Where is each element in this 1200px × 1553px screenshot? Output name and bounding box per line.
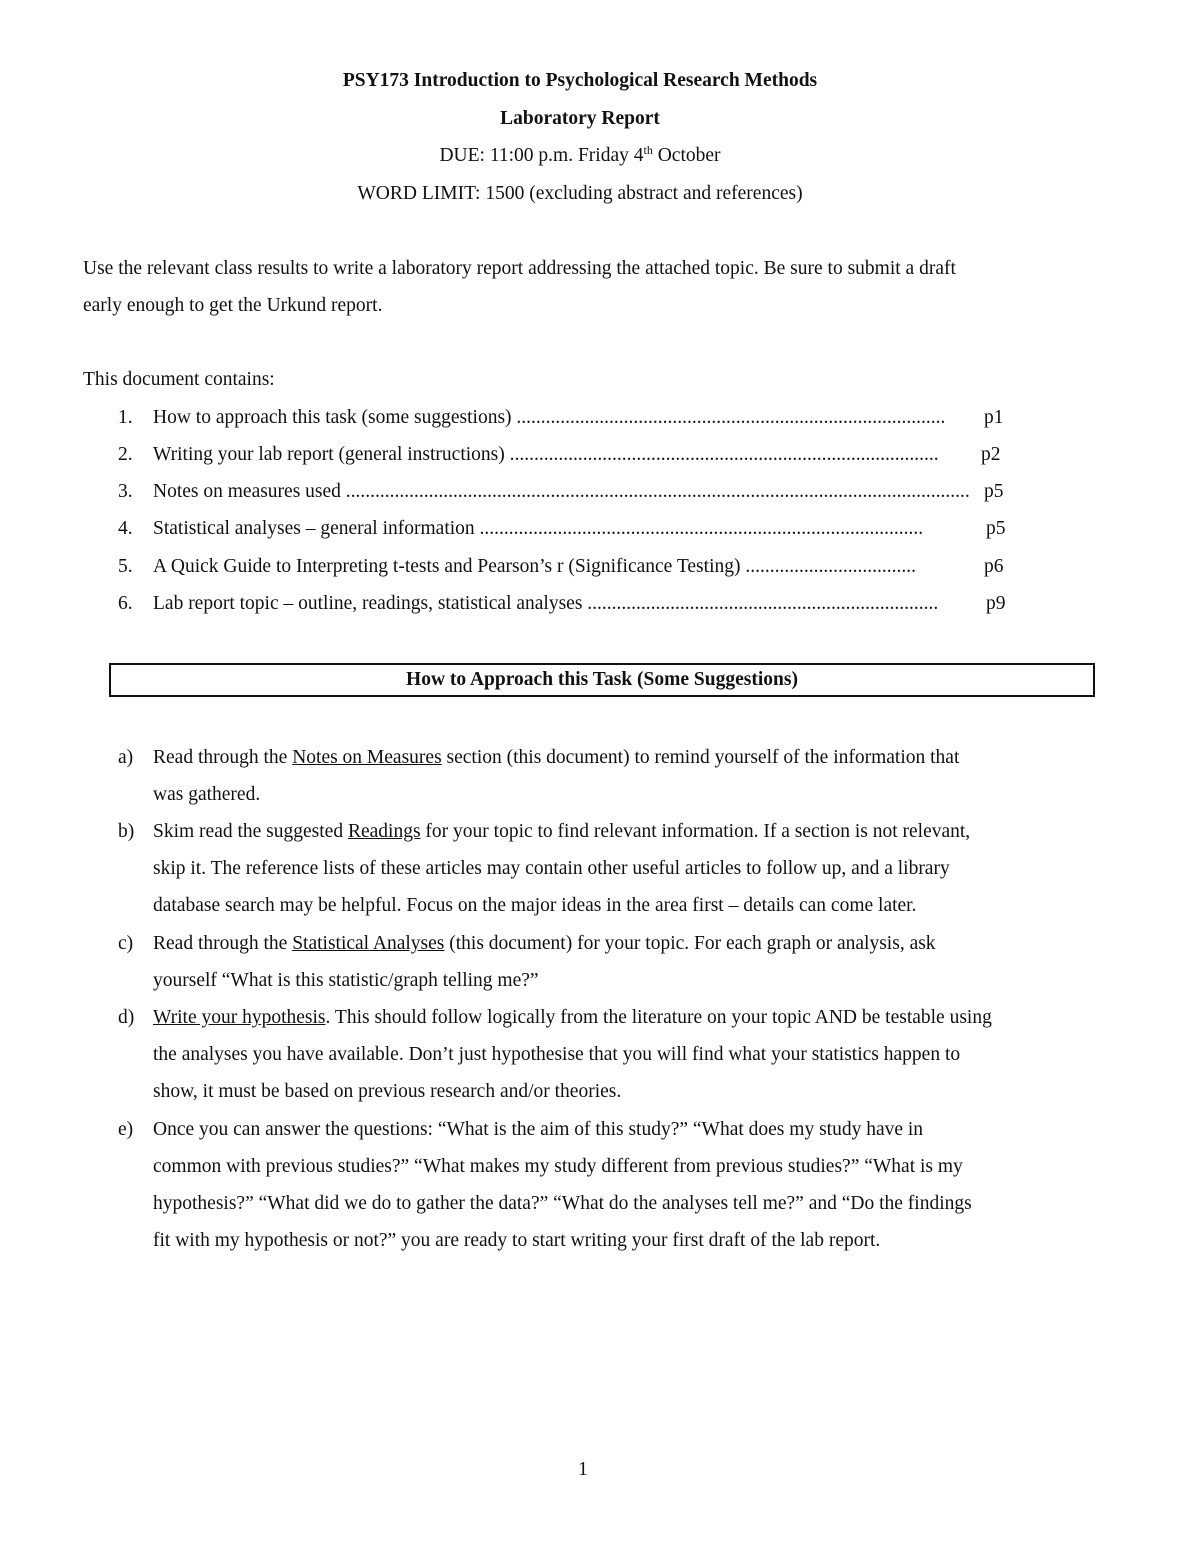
list-item-text: the analyses you have available. Don’t just hypothesise that you will find what your statistics happen to: [153, 1044, 961, 1065]
list-item-label: e): [118, 1119, 134, 1140]
section-heading-box: [109, 663, 1095, 697]
toc-item: [118, 515, 1018, 543]
list-item-text: Skim read the suggested: [153, 821, 348, 842]
list-item-label: b): [118, 821, 135, 842]
due-date-text: DUE: 11:00 p.m. Friday 4: [439, 145, 644, 166]
toc-item-text: Writing your lab report (general instructions) ........................................................................................: [153, 444, 939, 465]
due-date: [0, 145, 1160, 167]
toc-item-number: 5.: [118, 556, 133, 577]
list-item-text: (this document) for your topic. For each graph or analysis, ask: [444, 933, 936, 954]
list-item: [153, 813, 1088, 924]
toc-item-number: 3.: [118, 481, 133, 502]
toc-item-number: 1.: [118, 407, 133, 428]
list-item-text: database search may be helpful. Focus on the major ideas in the area first – details can come later.: [153, 895, 917, 916]
toc-item-text: A Quick Guide to Interpreting t-tests and Pearson’s r (Significance Testing) ...................................: [153, 556, 916, 577]
toc-item-page: p5: [984, 481, 1004, 502]
intro-paragraph: [83, 250, 1093, 324]
list-item: [153, 925, 1088, 999]
list-item-text: hypothesis?” “What did we do to gather the data?” “What do the analyses tell me?” and “Do the findings: [153, 1193, 972, 1214]
toc-item-page: p2: [981, 444, 1001, 465]
intro-line-1: Use the relevant class results to write a laboratory report addressing the attached topic. Be sure to submit a draft: [83, 258, 956, 279]
list-item-text: common with previous studies?” “What makes my study different from previous studies?” “What is my: [153, 1156, 963, 1177]
list-item-text: was gathered.: [153, 784, 261, 805]
list-item: [153, 739, 1088, 813]
write-your-hypothesis-link: Write your hypothesis: [153, 1007, 326, 1028]
toc-item-page: p1: [984, 407, 1004, 428]
contents-heading: This document contains:: [83, 369, 275, 390]
toc-item: [118, 404, 1018, 432]
toc-item-text: Lab report topic – outline, readings, statistical analyses ........................................................................: [153, 593, 939, 614]
list-item-text: Read through the: [153, 747, 293, 768]
list-item-text: section (this document) to remind yourself of the information that: [441, 747, 960, 768]
list-item: [153, 999, 1088, 1110]
toc-item: [118, 553, 1018, 581]
toc-item-page: p6: [984, 556, 1004, 577]
list-item-text: show, it must be based on previous research and/or theories.: [153, 1081, 622, 1102]
list-item-text: Once you can answer the questions: “What is the aim of this study?” “What does my study have in: [153, 1119, 924, 1140]
list-item-label: a): [118, 747, 134, 768]
page-number: 1: [578, 1459, 588, 1480]
toc-item-page: p9: [986, 593, 1006, 614]
toc-item-text: Notes on measures used ................................................................................................................................: [153, 481, 970, 502]
list-item-label: c): [118, 933, 134, 954]
readings-link: Readings: [347, 821, 421, 842]
toc-item-text: Statistical analyses – general information ...........................................................................................: [153, 518, 924, 539]
list-item-text: yourself “What is this statistic/graph telling me?”: [153, 970, 539, 991]
due-date-month: October: [652, 145, 721, 166]
toc-item-number: 2.: [118, 444, 133, 465]
toc-item-page: p5: [986, 518, 1006, 539]
toc-item: [118, 441, 1018, 469]
word-limit: WORD LIMIT: 1500 (excluding abstract and references): [357, 183, 803, 204]
statistical-analyses-link: Statistical Analyses: [292, 933, 445, 954]
list-item-text: . This should follow logically from the literature on your topic AND be testable using: [325, 1007, 992, 1028]
list-item-text: fit with my hypothesis or not?” you are ready to start writing your first draft of the lab report.: [153, 1230, 881, 1251]
toc-item: [118, 478, 1018, 506]
report-title: Laboratory Report: [500, 108, 660, 129]
list-item: [153, 1111, 1088, 1259]
toc-item-text: How to approach this task (some suggestions) ........................................................................................: [153, 407, 946, 428]
list-item-text: for your topic to find relevant information. If a section is not relevant,: [420, 821, 971, 842]
course-title: PSY173 Introduction to Psychological Research Methods: [342, 70, 818, 91]
list-item-text: Read through the: [153, 933, 293, 954]
list-item-label: d): [118, 1007, 135, 1028]
toc-item: [118, 590, 1018, 618]
toc-item-number: 6.: [118, 593, 133, 614]
section-heading: How to Approach this Task (Some Suggestions): [406, 669, 798, 690]
list-item-text: skip it. The reference lists of these articles may contain other useful articles to follow up, and a library: [153, 858, 950, 879]
due-date-superscript: th: [643, 143, 653, 157]
notes-on-measures-link: Notes on Measures: [292, 747, 442, 768]
toc-item-number: 4.: [118, 518, 133, 539]
intro-line-2: early enough to get the Urkund report.: [83, 295, 383, 316]
